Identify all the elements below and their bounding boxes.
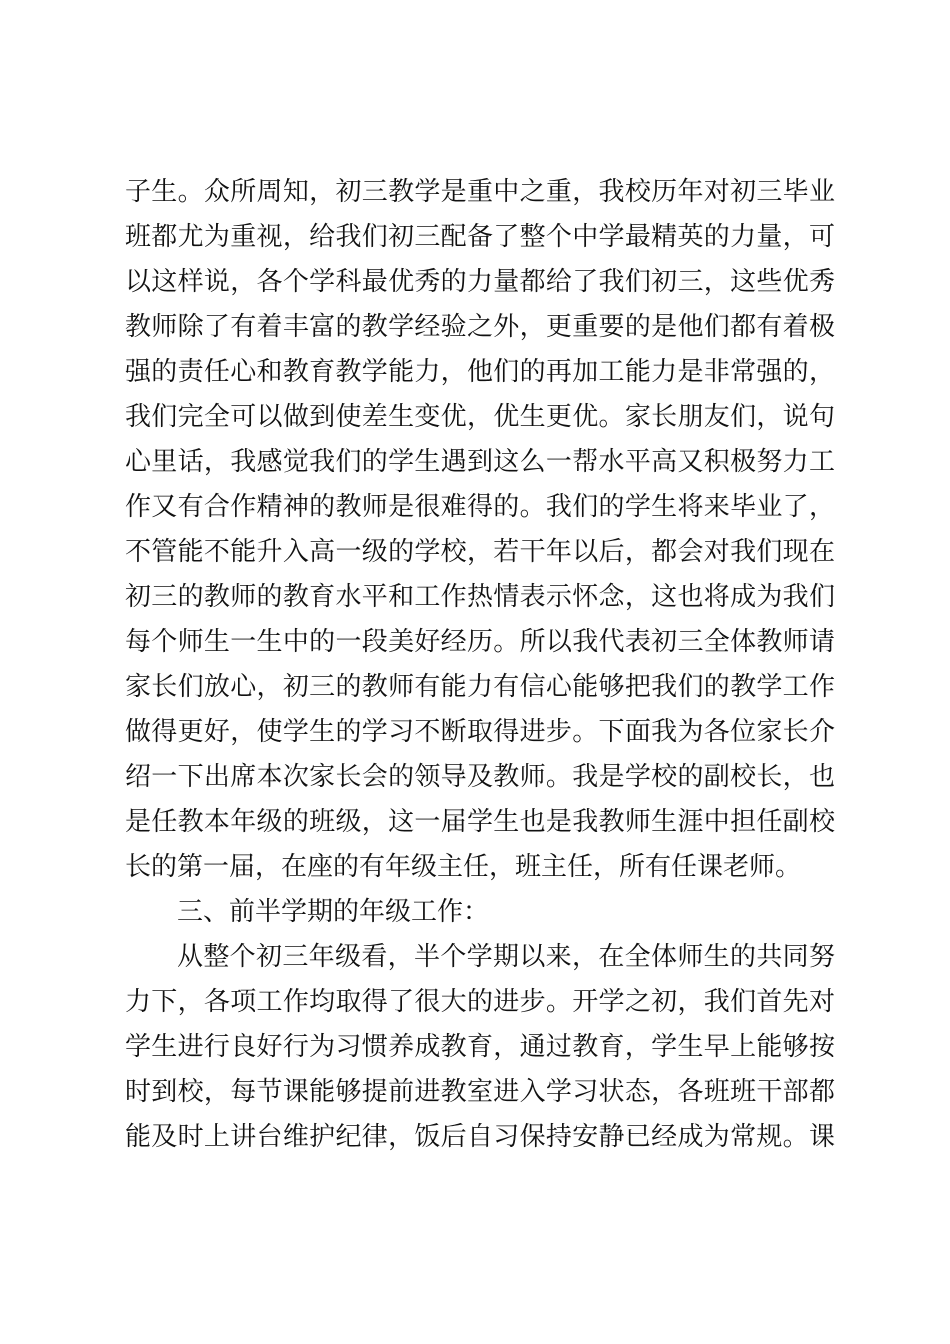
text-line: 从整个初三年级看，半个学期以来，在全体师生的共同努 [177,942,835,972]
text-line: 绍一下出席本次家长会的领导及教师。我是学校的副校长，也 [125,762,835,792]
text-line: 作又有合作精神的教师是很难得的。我们的学生将来毕业了， [125,492,835,522]
text-line: 每个师生一生中的一段美好经历。所以我代表初三全体教师请 [125,627,835,657]
text-line: 强的责任心和教育教学能力，他们的再加工能力是非常强的， [125,357,835,387]
body-text [125,170,835,1160]
text-line: 教师除了有着丰富的教学经验之外，更重要的是他们都有着极 [125,312,835,342]
text-line: 家长们放心，初三的教师有能力有信心能够把我们的教学工作 [125,672,835,702]
text-line: 子生。众所周知，初三教学是重中之重，我校历年对初三毕业 [125,177,835,207]
section-heading: 三、前半学期的年级工作： [177,897,490,927]
text-line: 初三的教师的教育水平和工作热情表示怀念，这也将成为我们 [125,582,835,612]
text-line: 做得更好，使学生的学习不断取得进步。下面我为各位家长介 [125,717,835,747]
text-line: 时到校，每节课能够提前进教室进入学习状态，各班班干部都 [125,1077,835,1107]
text-line: 心里话，我感觉我们的学生遇到这么一帮水平高又积极努力工 [125,447,835,477]
text-line: 不管能不能升入高一级的学校，若干年以后，都会对我们现在 [125,537,835,567]
text-line: 长的第一届，在座的有年级主任，班主任，所有任课老师。 [125,852,802,882]
text-line: 力下，各项工作均取得了很大的进步。开学之初，我们首先对 [125,987,835,1017]
text-line: 能及时上讲台维护纪律，饭后自习保持安静已经成为常规。课 [125,1122,835,1152]
text-line: 我们完全可以做到使差生变优，优生更优。家长朋友们，说句 [125,402,835,432]
text-line: 班都尤为重视，给我们初三配备了整个中学最精英的力量，可 [125,222,835,252]
text-line: 学生进行良好行为习惯养成教育，通过教育，学生早上能够按 [125,1032,835,1062]
text-line: 以这样说，各个学科最优秀的力量都给了我们初三，这些优秀 [125,267,835,297]
text-line: 是任教本年级的班级，这一届学生也是我教师生涯中担任副校 [125,807,835,837]
